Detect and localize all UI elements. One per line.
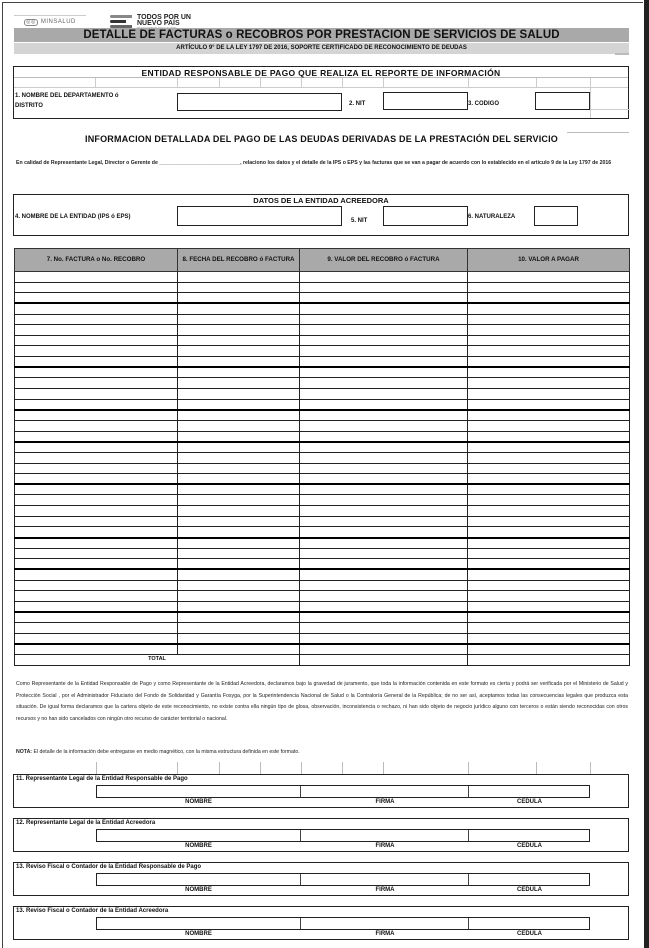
table-row	[15, 527, 630, 538]
table-row	[15, 644, 630, 655]
table-row	[15, 495, 630, 506]
cell-fecha[interactable]	[178, 420, 300, 431]
cell-fecha[interactable]	[178, 282, 300, 293]
cell-valor-pagar[interactable]	[468, 506, 630, 517]
cell-factura[interactable]	[15, 559, 178, 570]
cell-fecha[interactable]	[178, 538, 300, 549]
table-row	[15, 303, 630, 314]
cell-valor-recobro[interactable]	[300, 431, 468, 442]
cell-valor-recobro[interactable]	[300, 612, 468, 623]
cell-valor-pagar[interactable]	[468, 633, 630, 644]
cell-valor-recobro[interactable]	[300, 293, 468, 304]
cell-valor-recobro[interactable]	[300, 367, 468, 378]
cell-factura[interactable]	[15, 282, 178, 293]
grid-ticks	[14, 762, 630, 774]
table-row	[15, 293, 630, 304]
cell-valor-pagar[interactable]	[468, 484, 630, 495]
cell-fecha[interactable]	[178, 410, 300, 421]
cell-valor-recobro[interactable]	[300, 633, 468, 644]
table-row	[15, 367, 630, 378]
cell-factura[interactable]	[15, 495, 178, 506]
nombre-entidad-input[interactable]	[177, 206, 342, 226]
cell-valor-pagar[interactable]	[468, 399, 630, 410]
cell-factura[interactable]	[15, 463, 178, 474]
table-row	[15, 506, 630, 517]
table-row	[15, 431, 630, 442]
cell-fecha[interactable]	[178, 506, 300, 517]
cell-valor-pagar[interactable]	[468, 272, 630, 283]
cell-valor-recobro[interactable]	[300, 357, 468, 368]
signature-title: 12. Representante Legal de la Entidad Acreedora	[16, 820, 156, 826]
cell-factura[interactable]	[15, 506, 178, 517]
cell-valor-recobro[interactable]	[300, 644, 468, 655]
cell-fecha[interactable]	[178, 474, 300, 485]
cell-factura[interactable]	[15, 591, 178, 602]
signature-title: 11. Representante Legal de la Entidad Responsable de Pago	[16, 776, 188, 782]
cell-factura[interactable]	[15, 548, 178, 559]
form-subtitle	[14, 43, 629, 54]
firma-label: FIRMA	[375, 887, 395, 893]
cell-valor-pagar[interactable]	[468, 357, 630, 368]
cell-valor-pagar[interactable]	[468, 303, 630, 314]
sig-rep-legal-responsable	[13, 774, 629, 808]
sig-rep-legal-acreedora	[13, 818, 629, 852]
cell-valor-pagar[interactable]	[468, 548, 630, 559]
logo-line1: TODOS POR UN	[137, 13, 191, 21]
cell-fecha[interactable]	[178, 293, 300, 304]
cell-valor-pagar[interactable]	[468, 452, 630, 463]
cell-factura[interactable]	[15, 346, 178, 357]
cell-valor-recobro[interactable]	[300, 591, 468, 602]
cell-factura[interactable]	[15, 314, 178, 325]
table-row	[15, 452, 630, 463]
cell-valor-recobro[interactable]	[300, 399, 468, 410]
cell-fecha[interactable]	[178, 644, 300, 655]
departamento-input[interactable]	[177, 93, 342, 111]
cell-valor-recobro[interactable]	[300, 303, 468, 314]
table-row	[15, 559, 630, 570]
total-row	[15, 655, 630, 666]
cell-valor-pagar[interactable]	[468, 410, 630, 421]
logo-line2: NUEVO PAÍS	[137, 19, 180, 27]
cell-valor-recobro[interactable]	[300, 474, 468, 485]
cell-factura[interactable]	[15, 442, 178, 453]
cell-valor-recobro[interactable]	[300, 410, 468, 421]
table-row	[15, 623, 630, 634]
field-6-label: 6. NATURALEZA	[468, 214, 516, 220]
cell-valor-recobro[interactable]	[300, 559, 468, 570]
cell-valor-pagar[interactable]	[468, 314, 630, 325]
cedula-input[interactable]	[469, 874, 590, 885]
cell-valor-recobro[interactable]	[300, 569, 468, 580]
col-fecha: 8. FECHA DEL RECOBRO ó FACTURA	[178, 249, 300, 272]
cell-valor-pagar[interactable]	[468, 282, 630, 293]
cell-factura[interactable]	[15, 272, 178, 283]
cell-valor-recobro[interactable]	[300, 463, 468, 474]
cell-fecha[interactable]	[178, 389, 300, 400]
cell-fecha[interactable]	[178, 548, 300, 559]
signature-title: 13. Reviso Fiscal o Contador de la Entidad Acreedora	[16, 908, 169, 914]
cell-fecha[interactable]	[178, 367, 300, 378]
cell-valor-pagar[interactable]	[468, 293, 630, 304]
table-row	[15, 548, 630, 559]
cell-fecha[interactable]	[178, 591, 300, 602]
cell-valor-recobro[interactable]	[300, 538, 468, 549]
table-row	[15, 442, 630, 453]
nombre-input[interactable]	[97, 786, 301, 797]
cell-factura[interactable]	[15, 357, 178, 368]
cell-valor-pagar[interactable]	[468, 420, 630, 431]
intro-text: En calidad de Representante Legal, Director o Gerente de ____________________________, relaciono los datos y el detalle de la IPS o EPS y las facturas que se van a pagar de acuerdo con lo establecido en el artículo 9 de la Ley 1797 de 2016	[16, 160, 612, 166]
minsalud-emblem-icon: ◎◎	[26, 18, 36, 25]
section-entidad-acreedora	[13, 194, 629, 236]
cell-fecha[interactable]	[178, 452, 300, 463]
cell-factura[interactable]	[15, 399, 178, 410]
table-row	[15, 591, 630, 602]
table-row	[15, 282, 630, 293]
cell-factura[interactable]	[15, 474, 178, 485]
cedula-label: CEDULA	[517, 799, 542, 805]
cell-valor-pagar[interactable]	[468, 601, 630, 612]
cedula-input[interactable]	[469, 830, 590, 841]
cell-factura[interactable]	[15, 612, 178, 623]
table-row	[15, 314, 630, 325]
cell-fecha[interactable]	[178, 442, 300, 453]
cell-factura[interactable]	[15, 378, 178, 389]
cell-fecha[interactable]	[178, 580, 300, 591]
cell-valor-recobro[interactable]	[300, 282, 468, 293]
cell-fecha[interactable]	[178, 601, 300, 612]
nota-text: NOTA: El detalle de la información debe entregarse en medio magnético, con la misma estructura definida en este formato.	[16, 749, 300, 755]
cell-valor-pagar[interactable]	[468, 442, 630, 453]
table-row	[15, 580, 630, 591]
cell-factura[interactable]	[15, 452, 178, 463]
cell-valor-pagar[interactable]	[468, 559, 630, 570]
table-row	[15, 378, 630, 389]
nit-acreedora-input[interactable]	[383, 206, 468, 226]
cell-valor-pagar[interactable]	[468, 569, 630, 580]
table-row	[15, 272, 630, 283]
cell-fecha[interactable]	[178, 399, 300, 410]
nombre-label: NOMBRE	[185, 843, 212, 849]
sig-revisor-responsable	[13, 862, 629, 896]
col-factura: 7. No. FACTURA o No. RECOBRO	[15, 249, 178, 272]
cell-valor-recobro[interactable]	[300, 420, 468, 431]
cell-valor-recobro[interactable]	[300, 442, 468, 453]
table-header-row	[15, 249, 630, 272]
table-row	[15, 420, 630, 431]
cell-valor-recobro[interactable]	[300, 506, 468, 517]
cell-factura[interactable]	[15, 410, 178, 421]
declaration-text: Como Representante de la Entidad Responsable de Pago y como Representante de la Entidad Acreedora, declaramos bajo la gravedad de juramento, que toda la información contenida en este formato es cierta y podrá ser verificada por el Ministerio de Salud y Protección Social , por el Administrador Fiduciario del Fondo de Solidaridad y Garantía Fosyga, por la Superintendencia Nacional de Salud o la Contraloría General de la República; de no ser así, aceptamos todas las consecuencias legales que produzca esta situación. De igual forma declaramos que la cartera objeto de este reconocimiento, no existe contra ella ningún tipo de glosa, observación, inconsistencia o rechazo, ni han sido objeto de negocio jurídico alguno con terceros o están siendo reconocidas con otros recursos y no han sido cancelados con ningún otro recurso de carácter territorial o nacional.	[16, 681, 628, 722]
table-row	[15, 410, 630, 421]
cell-factura[interactable]	[15, 580, 178, 591]
divider	[567, 132, 629, 133]
invoice-table	[14, 248, 630, 666]
table-row	[15, 474, 630, 485]
table-row	[15, 484, 630, 495]
cell-valor-recobro[interactable]	[300, 314, 468, 325]
cell-fecha[interactable]	[178, 357, 300, 368]
table-row	[15, 569, 630, 580]
cell-fecha[interactable]	[178, 272, 300, 283]
nombre-label: NOMBRE	[185, 799, 212, 805]
cell-valor-pagar[interactable]	[468, 389, 630, 400]
table-row	[15, 516, 630, 527]
cedula-label: CEDULA	[517, 887, 542, 893]
sig-revisor-acreedora	[13, 906, 629, 940]
cell-valor-pagar[interactable]	[468, 516, 630, 527]
col-valor-pagar: 10. VALOR A PAGAR	[468, 249, 630, 272]
cell-factura[interactable]	[15, 633, 178, 644]
minsalud-logo	[14, 15, 86, 29]
cell-factura[interactable]	[15, 601, 178, 612]
cell-fecha[interactable]	[178, 378, 300, 389]
cedula-input[interactable]	[469, 918, 590, 929]
table-row	[15, 601, 630, 612]
cell-factura[interactable]	[15, 325, 178, 336]
codigo-input[interactable]	[535, 92, 590, 110]
cell-factura[interactable]	[15, 293, 178, 304]
cell-fecha[interactable]	[178, 431, 300, 442]
cell-fecha[interactable]	[178, 612, 300, 623]
table-row	[15, 335, 630, 346]
form-title: DETALLE DE FACTURAS o RECOBROS POR PRESTACION DE SERVICIOS DE SALUD	[14, 28, 629, 42]
table-row	[15, 633, 630, 644]
cell-valor-recobro[interactable]	[300, 516, 468, 527]
table-row	[15, 463, 630, 474]
signature-title: 13. Reviso Fiscal o Contador de la Entidad Responsable de Pago	[16, 864, 202, 870]
cell-fecha[interactable]	[178, 623, 300, 634]
naturaleza-input[interactable]	[534, 206, 578, 226]
cell-fecha[interactable]	[178, 559, 300, 570]
cell-fecha[interactable]	[178, 325, 300, 336]
cell-valor-recobro[interactable]	[300, 495, 468, 506]
cell-valor-recobro[interactable]	[300, 527, 468, 538]
cell-factura[interactable]	[15, 516, 178, 527]
cell-valor-recobro[interactable]	[300, 452, 468, 463]
total-valor-recobro[interactable]	[300, 655, 468, 666]
cell-valor-recobro[interactable]	[300, 623, 468, 634]
table-row	[15, 346, 630, 357]
firma-input[interactable]	[301, 918, 468, 929]
cedula-label: CEDULA	[517, 843, 542, 849]
nombre-label: NOMBRE	[185, 887, 212, 893]
info-heading: INFORMACION DETALLADA DEL PAGO DE LAS DEUDAS DERIVADAS DE LA PRESTACIÓN DEL SERVICIO	[85, 134, 558, 144]
cell-fecha[interactable]	[178, 346, 300, 357]
cell-valor-pagar[interactable]	[468, 623, 630, 634]
cell-valor-pagar[interactable]	[468, 538, 630, 549]
page-edge	[644, 0, 649, 948]
cell-valor-pagar[interactable]	[468, 335, 630, 346]
cell-valor-pagar[interactable]	[468, 378, 630, 389]
field-3-label: 3. CODIGO	[468, 101, 500, 107]
cell-valor-pagar[interactable]	[468, 612, 630, 623]
cell-valor-recobro[interactable]	[300, 346, 468, 357]
firma-input[interactable]	[301, 786, 468, 797]
cell-factura[interactable]	[15, 367, 178, 378]
nit-input[interactable]	[383, 92, 468, 110]
cell-factura[interactable]	[15, 484, 178, 495]
cell-valor-pagar[interactable]	[468, 325, 630, 336]
cell-fecha[interactable]	[178, 335, 300, 346]
cell-valor-recobro[interactable]	[300, 580, 468, 591]
cell-fecha[interactable]	[178, 495, 300, 506]
cell-fecha[interactable]	[178, 569, 300, 580]
field-2-label: 2. NIT	[349, 101, 366, 107]
table-row	[15, 612, 630, 623]
nombre-input[interactable]	[97, 874, 301, 885]
cell-factura[interactable]	[15, 623, 178, 634]
cell-fecha[interactable]	[178, 527, 300, 538]
section-heading: ENTIDAD RESPONSABLE DE PAGO QUE REALIZA EL REPORTE DE INFORMACIÓN	[14, 67, 628, 78]
cell-fecha[interactable]	[178, 303, 300, 314]
field-5-label: 5. NIT	[351, 218, 368, 224]
table-row	[15, 389, 630, 400]
field-1-label: 1. NOMBRE DEL DEPARTAMENTO ó DISTRITO	[15, 93, 119, 109]
table-row	[15, 399, 630, 410]
cell-valor-recobro[interactable]	[300, 548, 468, 559]
cell-valor-pagar[interactable]	[468, 346, 630, 357]
cell-fecha[interactable]	[178, 314, 300, 325]
cell-valor-pagar[interactable]	[468, 367, 630, 378]
cell-fecha[interactable]	[178, 484, 300, 495]
cell-factura[interactable]	[15, 303, 178, 314]
cell-factura[interactable]	[15, 420, 178, 431]
section-heading: DATOS DE LA ENTIDAD ACREEDORA	[253, 196, 389, 205]
firma-label: FIRMA	[375, 843, 395, 849]
cell-valor-recobro[interactable]	[300, 484, 468, 495]
total-label: TOTAL	[15, 655, 300, 666]
table-row	[15, 357, 630, 368]
cell-valor-recobro[interactable]	[300, 378, 468, 389]
cell-valor-pagar[interactable]	[468, 591, 630, 602]
cell-fecha[interactable]	[178, 516, 300, 527]
cell-factura[interactable]	[15, 538, 178, 549]
cell-valor-recobro[interactable]	[300, 325, 468, 336]
minsalud-text: MINSALUD	[40, 19, 76, 25]
cell-fecha[interactable]	[178, 633, 300, 644]
cell-fecha[interactable]	[178, 463, 300, 474]
firma-input[interactable]	[301, 830, 468, 841]
nombre-input[interactable]	[97, 918, 301, 929]
col-valor-recobro: 9. VALOR DEL RECOBRO ó FACTURA	[300, 249, 468, 272]
subtitle-text: ARTÍCULO 9° DE LA LEY 1797 DE 2016, SOPORTE CERTIFICADO DE RECONOCIMIENTO DE DEUDAS	[176, 45, 467, 51]
cell-factura[interactable]	[15, 431, 178, 442]
cedula-label: CEDULA	[517, 931, 542, 937]
cell-valor-recobro[interactable]	[300, 389, 468, 400]
cell-valor-pagar[interactable]	[468, 463, 630, 474]
firma-label: FIRMA	[375, 931, 395, 937]
table-row	[15, 325, 630, 336]
field-4-label: 4. NOMBRE DE LA ENTIDAD (IPS ó EPS)	[15, 214, 131, 220]
cell-valor-pagar[interactable]	[468, 495, 630, 506]
nombre-input[interactable]	[97, 830, 301, 841]
cell-valor-pagar[interactable]	[468, 527, 630, 538]
cell-valor-pagar[interactable]	[468, 431, 630, 442]
representative-blank[interactable]: ____________________________	[159, 160, 241, 166]
cell-valor-recobro[interactable]	[300, 272, 468, 283]
firma-label: FIRMA	[375, 799, 395, 805]
nombre-label: NOMBRE	[185, 931, 212, 937]
cell-factura[interactable]	[15, 335, 178, 346]
nota-label: NOTA:	[16, 749, 33, 755]
cell-factura[interactable]	[15, 644, 178, 655]
cell-valor-pagar[interactable]	[468, 474, 630, 485]
cell-valor-recobro[interactable]	[300, 335, 468, 346]
section-entidad-responsable	[13, 66, 629, 119]
cell-valor-pagar[interactable]	[468, 644, 630, 655]
firma-input[interactable]	[301, 874, 468, 885]
total-valor-pagar[interactable]	[468, 655, 630, 666]
cell-valor-recobro[interactable]	[300, 601, 468, 612]
cell-factura[interactable]	[15, 569, 178, 580]
cell-factura[interactable]	[15, 389, 178, 400]
cell-valor-pagar[interactable]	[468, 580, 630, 591]
cell-factura[interactable]	[15, 527, 178, 538]
cedula-input[interactable]	[469, 786, 590, 797]
table-row	[15, 538, 630, 549]
